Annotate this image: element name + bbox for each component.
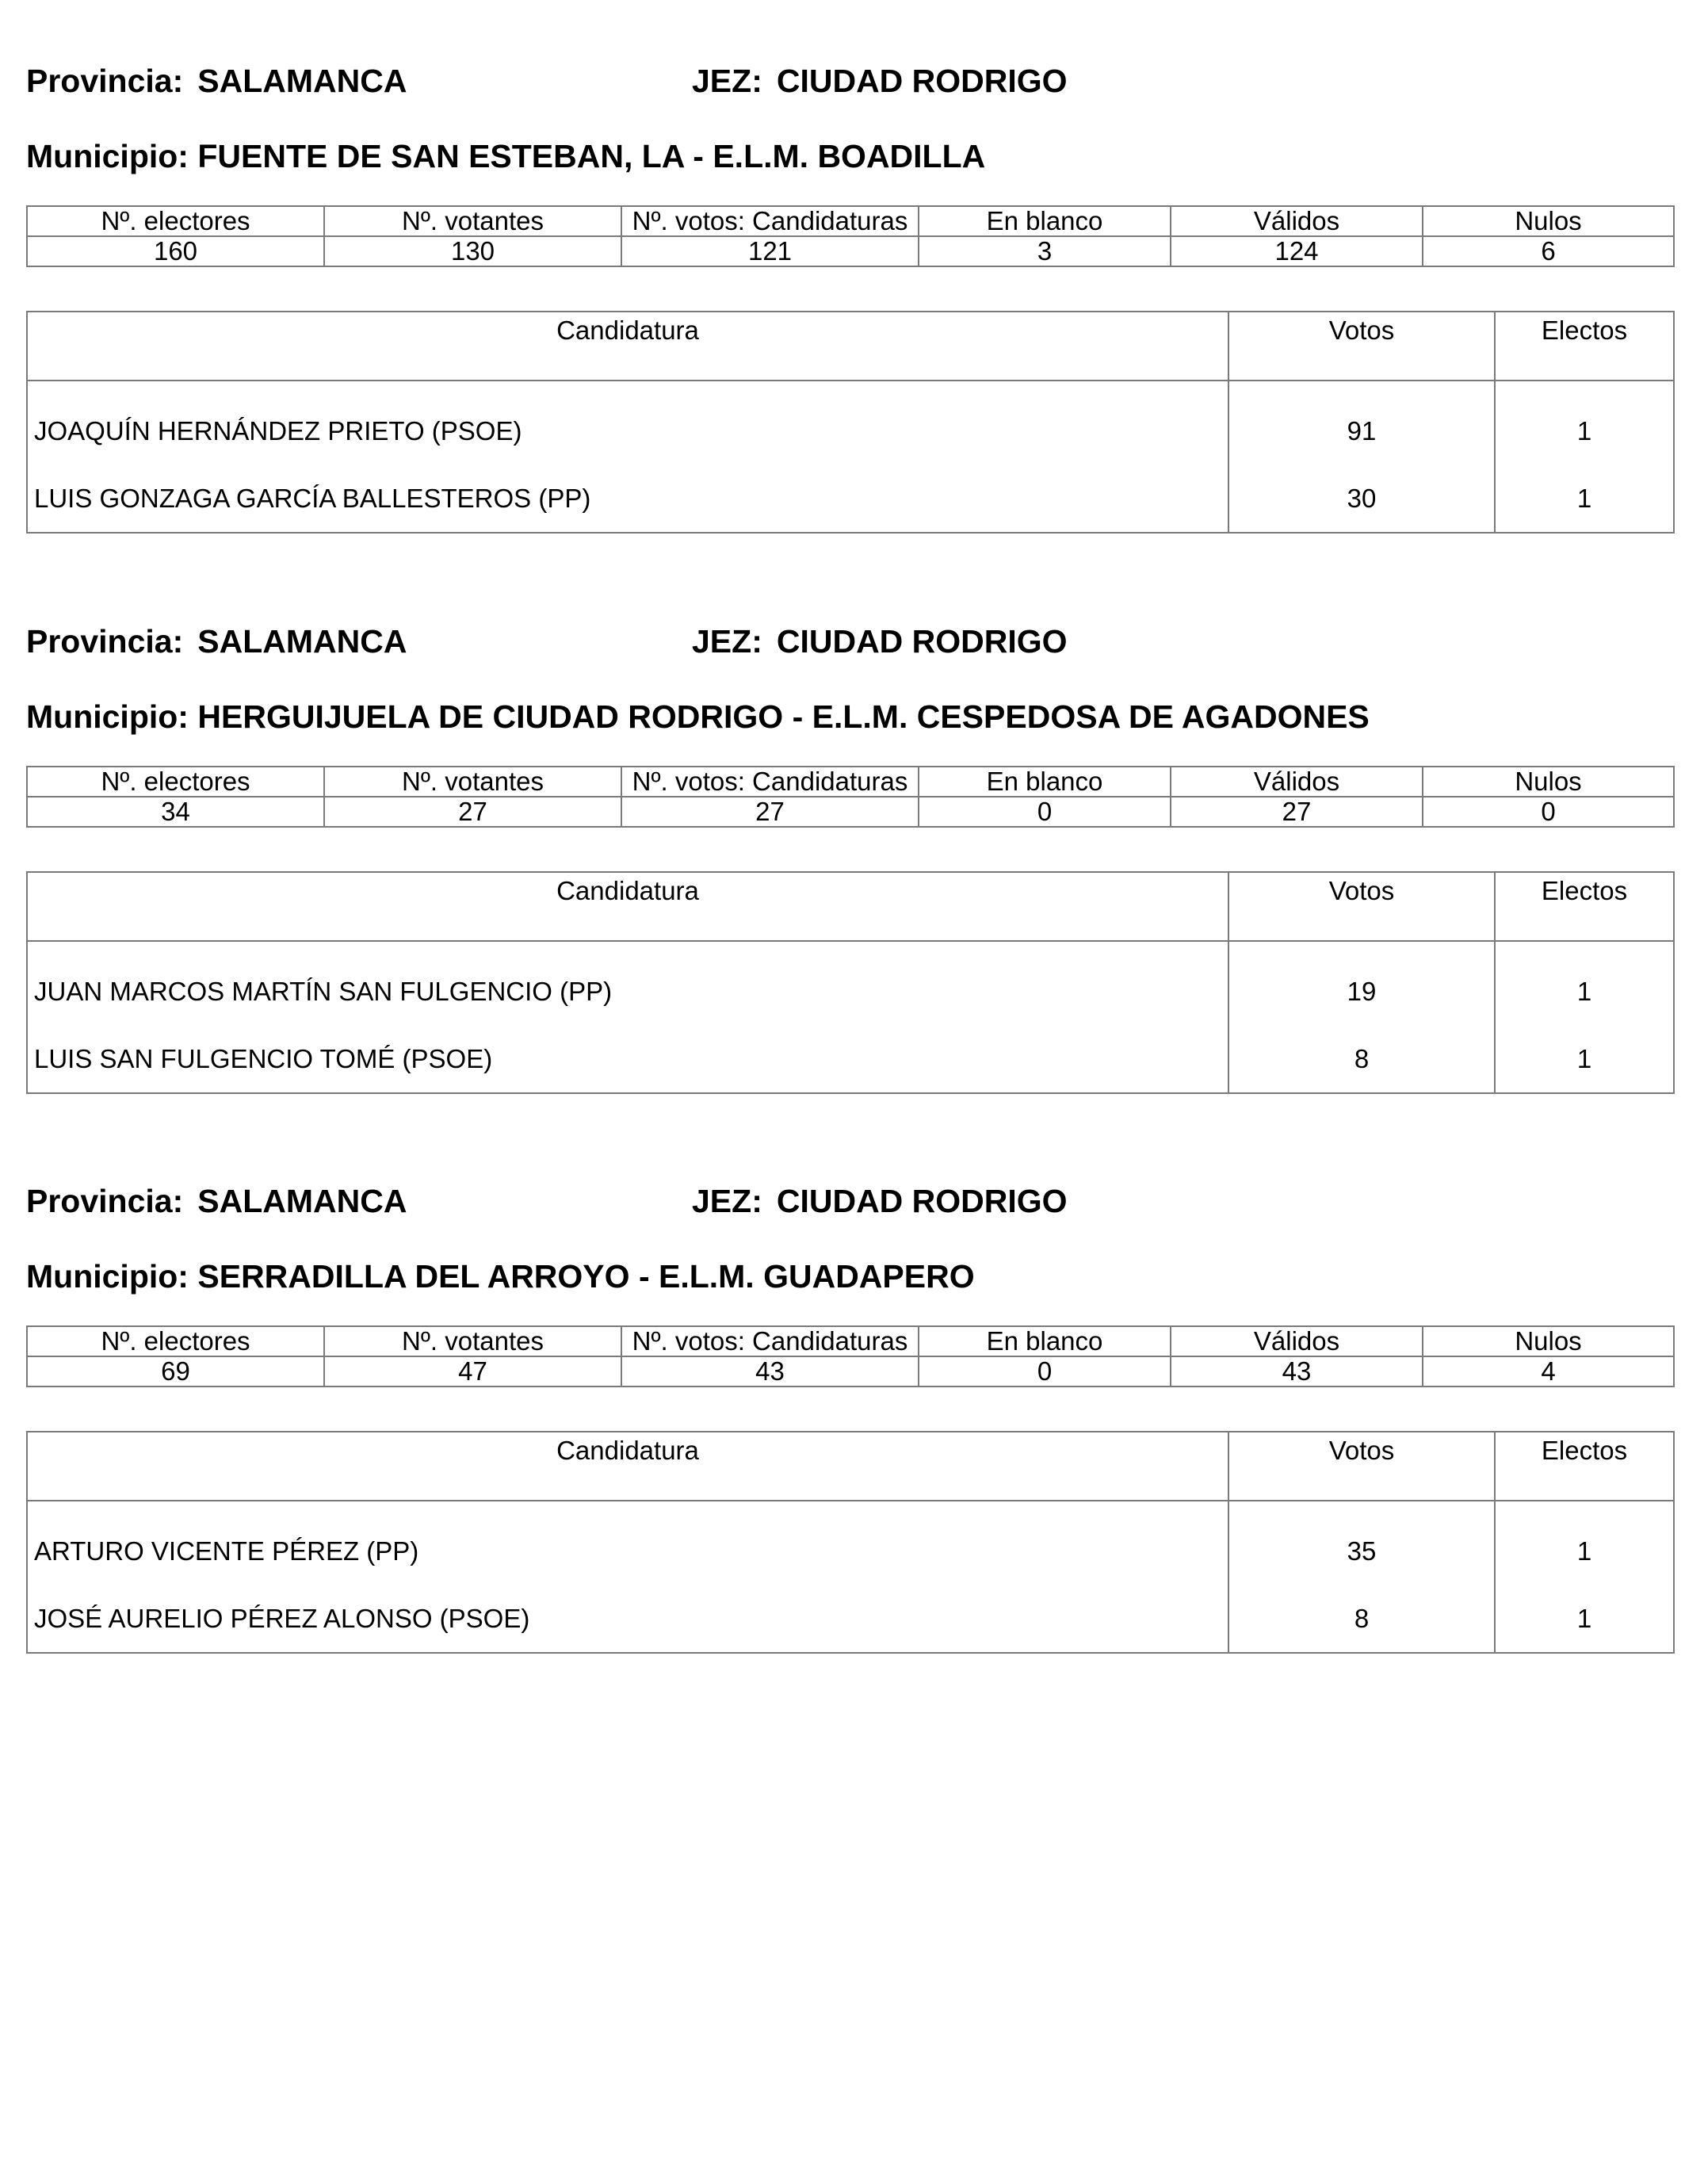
candidate-name: LUIS SAN FULGENCIO TOMÉ (PSOE) (27, 1026, 1228, 1093)
candidate-elected: 1 (1495, 941, 1674, 1026)
provincia-value: SALAMANCA (197, 1183, 407, 1219)
stats-value-cell: 34 (27, 797, 324, 827)
stats-header-cell: Nº. votantes (324, 1326, 621, 1356)
electos-header: Electos (1495, 312, 1674, 381)
stats-value-cell: 121 (621, 236, 919, 266)
stats-header-cell: En blanco (919, 1326, 1171, 1356)
stats-header-cell: Nº. electores (27, 767, 324, 797)
candidate-elected: 1 (1495, 1585, 1674, 1653)
candidate-row (27, 1026, 1674, 1093)
jez-value: CIUDAD RODRIGO (776, 63, 1068, 99)
candidate-name: JOSÉ AURELIO PÉREZ ALONSO (PSOE) (27, 1585, 1228, 1653)
result-section (0, 1120, 1685, 1683)
municipio-value: SERRADILLA DEL ARROYO - E.L.M. GUADAPERO (197, 1258, 975, 1295)
candidate-votes: 8 (1228, 1585, 1495, 1653)
stats-value-cell: 27 (621, 797, 919, 827)
candidates-header-row (27, 872, 1674, 941)
candidate-name: LUIS GONZAGA GARCÍA BALLESTEROS (PP) (27, 465, 1228, 533)
candidate-row (27, 381, 1674, 465)
stats-header-cell: En blanco (919, 206, 1171, 236)
stats-header-row (27, 767, 1674, 797)
stats-header-cell: Válidos (1171, 206, 1423, 236)
municipio-heading: Municipio: FUENTE DE SAN ESTEBAN, LA - E.L.M. BOADILLA (26, 138, 986, 174)
result-section (0, 560, 1685, 1123)
jez-heading: JEZ: CIUDAD RODRIGO (692, 623, 1068, 660)
stats-value-cell: 43 (1171, 1356, 1423, 1387)
candidates-header-row (27, 312, 1674, 381)
votos-header: Votos (1228, 1432, 1495, 1501)
stats-header-row (27, 1326, 1674, 1356)
jez-value: CIUDAD RODRIGO (776, 623, 1068, 660)
stats-value-cell: 4 (1423, 1356, 1674, 1387)
stats-value-cell: 160 (27, 236, 324, 266)
stats-table (26, 766, 1675, 828)
candidate-row (27, 1501, 1674, 1585)
jez-heading: JEZ: CIUDAD RODRIGO (692, 1183, 1068, 1219)
stats-header-cell: En blanco (919, 767, 1171, 797)
stats-table (26, 1325, 1675, 1387)
jez-value: CIUDAD RODRIGO (776, 1183, 1068, 1219)
stats-table (26, 205, 1675, 267)
stats-value-cell: 27 (324, 797, 621, 827)
stats-header-cell: Válidos (1171, 1326, 1423, 1356)
stats-header-cell: Nº. votantes (324, 767, 621, 797)
stats-header-cell: Nº. electores (27, 206, 324, 236)
result-section (0, 0, 1685, 563)
provincia-value: SALAMANCA (197, 623, 407, 660)
candidates-header-row (27, 1432, 1674, 1501)
stats-value-cell: 69 (27, 1356, 324, 1387)
municipio-heading: Municipio: SERRADILLA DEL ARROYO - E.L.M. GUADAPERO (26, 1258, 975, 1295)
municipio-value: FUENTE DE SAN ESTEBAN, LA - E.L.M. BOADILLA (197, 138, 986, 174)
candidate-votes: 30 (1228, 465, 1495, 533)
stats-header-cell: Nulos (1423, 206, 1674, 236)
stats-header-cell: Nº. votos: Candidaturas (621, 206, 919, 236)
votos-header: Votos (1228, 312, 1495, 381)
provincia-heading: Provincia: SALAMANCA (26, 623, 407, 660)
stats-value-cell: 3 (919, 236, 1171, 266)
candidate-row (27, 465, 1674, 533)
stats-value-cell: 6 (1423, 236, 1674, 266)
stats-value-row (27, 1356, 1674, 1387)
provincia-heading: Provincia: SALAMANCA (26, 63, 407, 99)
stats-header-cell: Nulos (1423, 767, 1674, 797)
candidate-elected: 1 (1495, 465, 1674, 533)
municipio-value: HERGUIJUELA DE CIUDAD RODRIGO - E.L.M. CESPEDOSA DE AGADONES (197, 698, 1370, 735)
candidatura-header: Candidatura (27, 872, 1228, 941)
stats-value-cell: 43 (621, 1356, 919, 1387)
candidate-name: JOAQUÍN HERNÁNDEZ PRIETO (PSOE) (27, 381, 1228, 465)
candidate-votes: 91 (1228, 381, 1495, 465)
stats-value-row (27, 236, 1674, 266)
municipio-heading: Municipio: HERGUIJUELA DE CIUDAD RODRIGO - E.L.M. CESPEDOSA DE AGADONES (26, 698, 1370, 735)
candidatura-header: Candidatura (27, 312, 1228, 381)
provincia-value: SALAMANCA (197, 63, 407, 99)
stats-value-row (27, 797, 1674, 827)
stats-header-cell: Válidos (1171, 767, 1423, 797)
provincia-heading: Provincia: SALAMANCA (26, 1183, 407, 1219)
stats-header-cell: Nº. electores (27, 1326, 324, 1356)
stats-value-cell: 130 (324, 236, 621, 266)
candidate-elected: 1 (1495, 1026, 1674, 1093)
candidates-table (26, 311, 1675, 534)
candidate-votes: 8 (1228, 1026, 1495, 1093)
stats-header-cell: Nº. votos: Candidaturas (621, 767, 919, 797)
candidate-elected: 1 (1495, 381, 1674, 465)
stats-value-cell: 124 (1171, 236, 1423, 266)
votos-header: Votos (1228, 872, 1495, 941)
candidatura-header: Candidatura (27, 1432, 1228, 1501)
candidate-name: ARTURO VICENTE PÉREZ (PP) (27, 1501, 1228, 1585)
stats-value-cell: 0 (1423, 797, 1674, 827)
stats-header-cell: Nº. votos: Candidaturas (621, 1326, 919, 1356)
electos-header: Electos (1495, 1432, 1674, 1501)
candidates-table (26, 1431, 1675, 1654)
candidate-votes: 19 (1228, 941, 1495, 1026)
electos-header: Electos (1495, 872, 1674, 941)
stats-value-cell: 27 (1171, 797, 1423, 827)
stats-header-row (27, 206, 1674, 236)
stats-header-cell: Nulos (1423, 1326, 1674, 1356)
candidate-row (27, 941, 1674, 1026)
stats-value-cell: 0 (919, 1356, 1171, 1387)
candidate-votes: 35 (1228, 1501, 1495, 1585)
stats-header-cell: Nº. votantes (324, 206, 621, 236)
candidate-name: JUAN MARCOS MARTÍN SAN FULGENCIO (PP) (27, 941, 1228, 1026)
stats-value-cell: 47 (324, 1356, 621, 1387)
candidate-row (27, 1585, 1674, 1653)
candidates-table (26, 871, 1675, 1094)
stats-value-cell: 0 (919, 797, 1171, 827)
jez-heading: JEZ: CIUDAD RODRIGO (692, 63, 1068, 99)
candidate-elected: 1 (1495, 1501, 1674, 1585)
